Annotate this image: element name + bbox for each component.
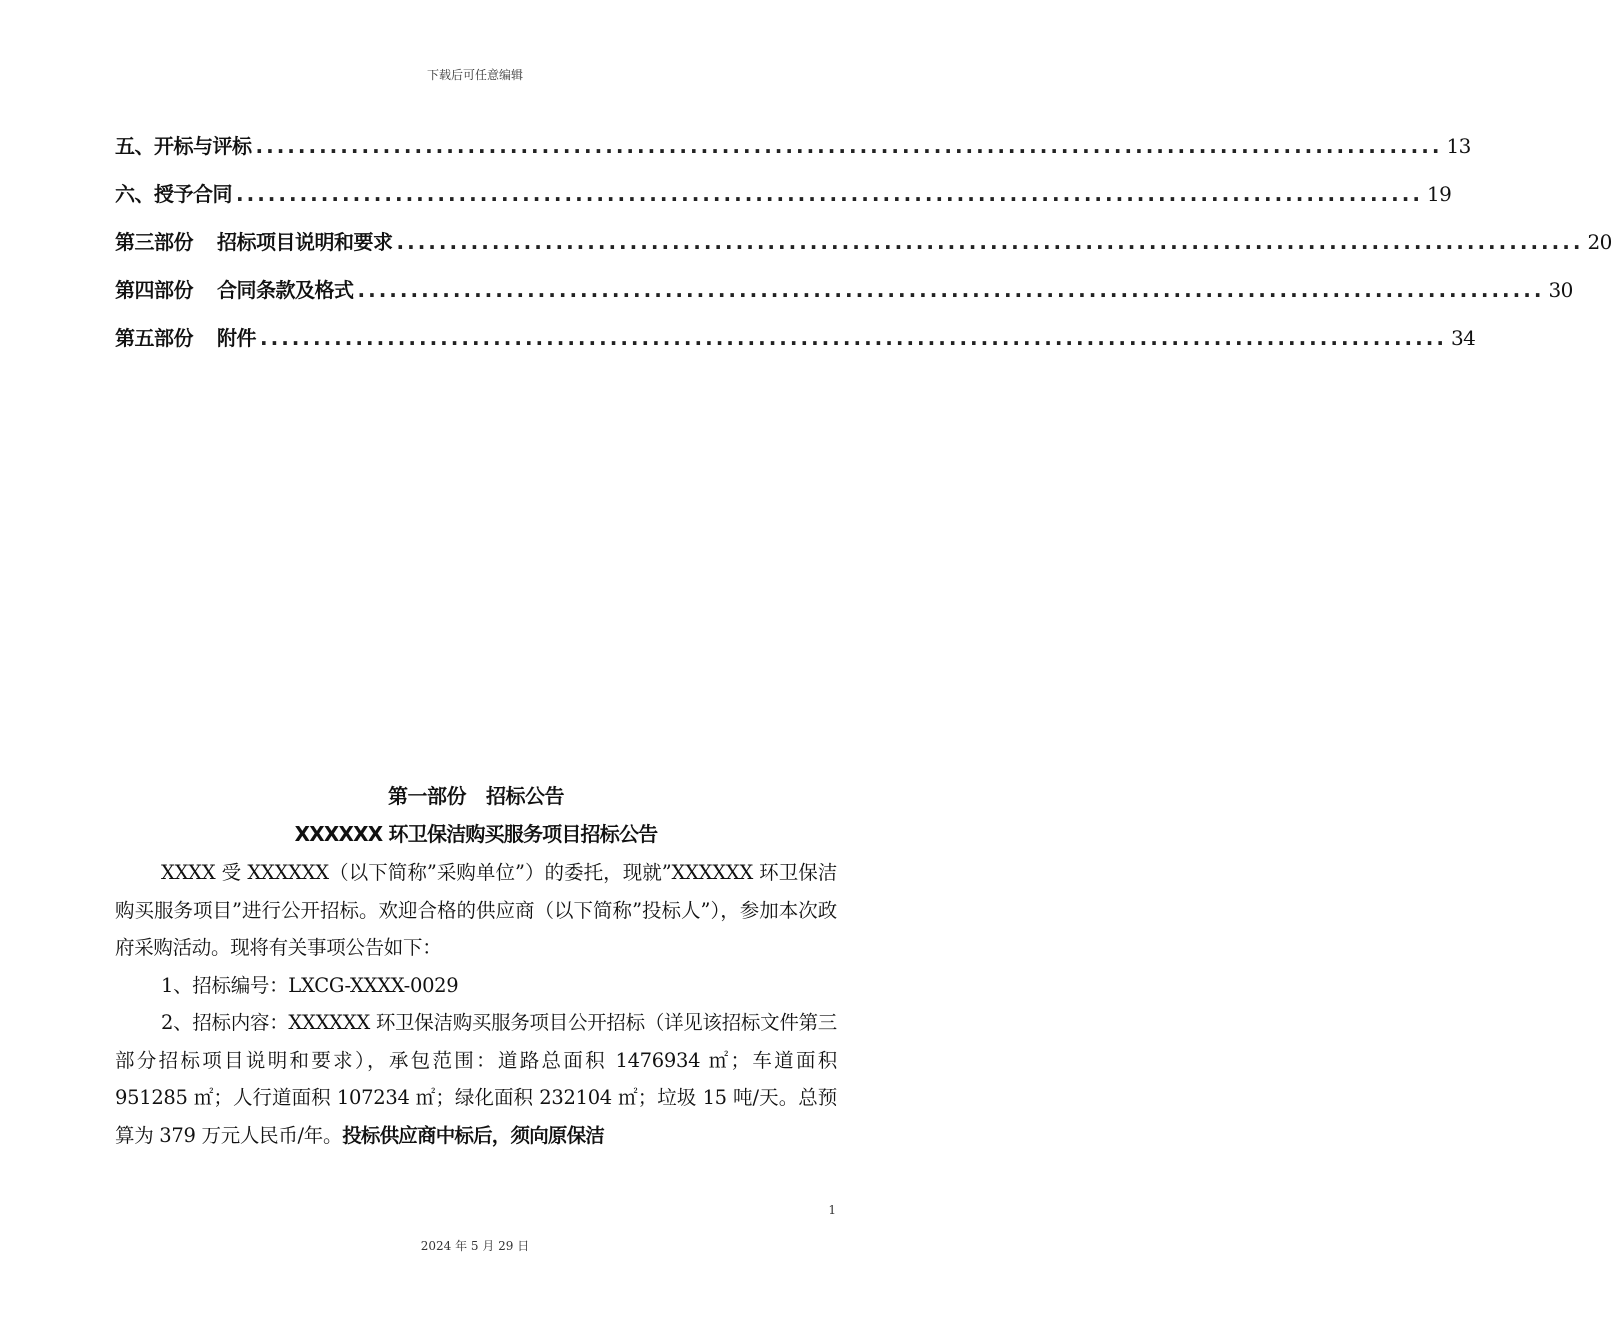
toc-entry[interactable]: [115, 178, 1452, 226]
toc-entry-title: 五、开标与评标: [115, 134, 252, 158]
toc-entry-title: [115, 226, 393, 255]
toc-leader-dots: ................................................................................................................: [255, 134, 1443, 158]
section-part-label: 第一部份: [388, 784, 466, 808]
section-heading: [115, 778, 837, 814]
toc-entry-title: 六、授予合同: [115, 182, 232, 206]
toc-leader-dots: ................................................................................................................: [236, 182, 1423, 206]
toc-entry[interactable]: [115, 274, 1573, 322]
section-part-title: 招标公告: [486, 784, 564, 808]
toc-entry-name: 招标项目说明和要求: [217, 230, 393, 254]
intro-text: XXXX 受 XXXXXX（以下简称”采购单位”）的委托，现就”XXXXXX 环卫保洁购买服务项目”进行公开招标。欢迎合格的供应商（以下简称”投标人”），参加本次政府采购活动。现将有关事项公告如下：: [115, 861, 837, 959]
page-number: 1: [828, 1203, 836, 1217]
toc-leader-dots: ................................................................................................................: [396, 230, 1584, 254]
item-tender-content: [115, 1004, 837, 1154]
toc-entry-part: 第三部份: [115, 230, 193, 254]
announcement-title: XXXXXX 环卫保洁购买服务项目招标公告: [294, 822, 658, 846]
toc-entry-page: 34: [1450, 326, 1476, 350]
toc-entry-page: 19: [1426, 182, 1452, 206]
toc-entry[interactable]: [115, 226, 1612, 274]
tender-content-bold-text: 投标供应商中标后，须向原保洁: [342, 1123, 604, 1147]
toc-entry-part: 第四部份: [115, 278, 193, 302]
toc-entry-page: 13: [1446, 134, 1471, 158]
toc-entry-name: 附件: [217, 326, 256, 350]
page-header-note: 下载后可任意编辑: [426, 68, 523, 82]
tender-announcement-section: [115, 778, 837, 1154]
toc-entry-page: 30: [1548, 278, 1573, 302]
table-of-contents: [115, 130, 1612, 370]
toc-entry-part: 第五部份: [115, 326, 193, 350]
tender-content-text: 2、招标内容：XXXXXX 环卫保洁购买服务项目公开招标（详见该招标文件第三部分招标项目说明和要求），承包范围：道路总面积 1476934 ㎡；车道面积 951285 ㎡；人行道面积 107234 ㎡；绿化面积 232104 ㎡；垃圾 15 吨/天。总预算为 379 万元人民币/年。: [115, 1011, 837, 1147]
toc-entry-name: 合同条款及格式: [217, 278, 354, 302]
toc-entry[interactable]: [115, 322, 1476, 370]
item-tender-number: [115, 967, 837, 1005]
toc-entry-title: [115, 274, 354, 303]
intro-paragraph: [115, 854, 837, 967]
tender-number-text: 1、招标编号：LXCG-XXXX-0029: [161, 973, 459, 997]
toc-leader-dots: ................................................................................................................: [260, 326, 1447, 350]
toc-entry-page: 20: [1587, 230, 1612, 254]
toc-leader-dots: ................................................................................................................: [357, 278, 1545, 302]
toc-entry-title: [115, 322, 256, 351]
toc-entry[interactable]: [115, 130, 1471, 178]
footer-date: 2024 年 5 月 29 日: [420, 1239, 530, 1253]
